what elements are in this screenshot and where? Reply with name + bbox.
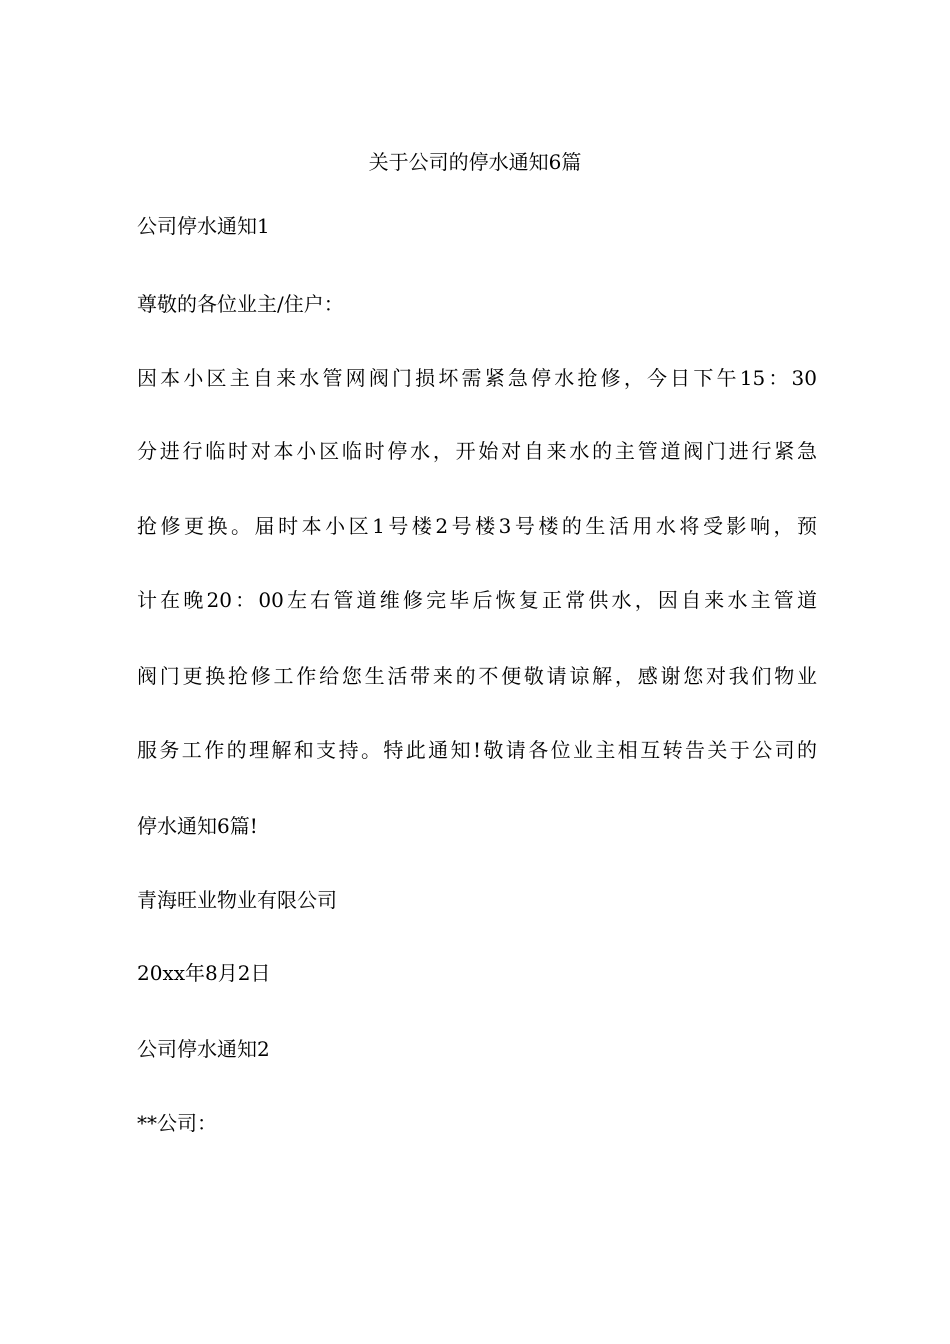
section-1-body-line-7: 停水通知6篇! [137,814,258,838]
signature-date: 20xx年8月2日 [137,961,271,985]
section-1-body-line-3: 抢修更换。届时本小区1号楼2号楼3号楼的生活用水将受影响，预 [137,514,817,538]
section-1-heading: 公司停水通知1 [137,214,270,238]
signature-company: 青海旺业物业有限公司 [137,888,337,912]
section-2-salutation: **公司： [137,1111,217,1135]
section-1-body-line-5: 阀门更换抢修工作给您生活带来的不便敬请谅解，感谢您对我们物业 [137,664,817,688]
section-1-body-line-4: 计在晚20：00左右管道维修完毕后恢复正常供水，因自来水主管道 [137,588,817,612]
section-1-body-line-1: 因本小区主自来水管网阀门损坏需紧急停水抢修，今日下午15：30 [137,366,817,390]
section-1-body-line-2: 分进行临时对本小区临时停水，开始对自来水的主管道阀门进行紧急 [137,439,817,463]
document-title: 关于公司的停水通知6篇 [368,150,582,174]
section-1-salutation: 尊敬的各位业主/住户： [137,292,344,316]
section-1-body-line-6: 服务工作的理解和支持。特此通知!敬请各位业主相互转告关于公司的 [137,738,817,762]
section-2-heading: 公司停水通知2 [137,1037,270,1061]
